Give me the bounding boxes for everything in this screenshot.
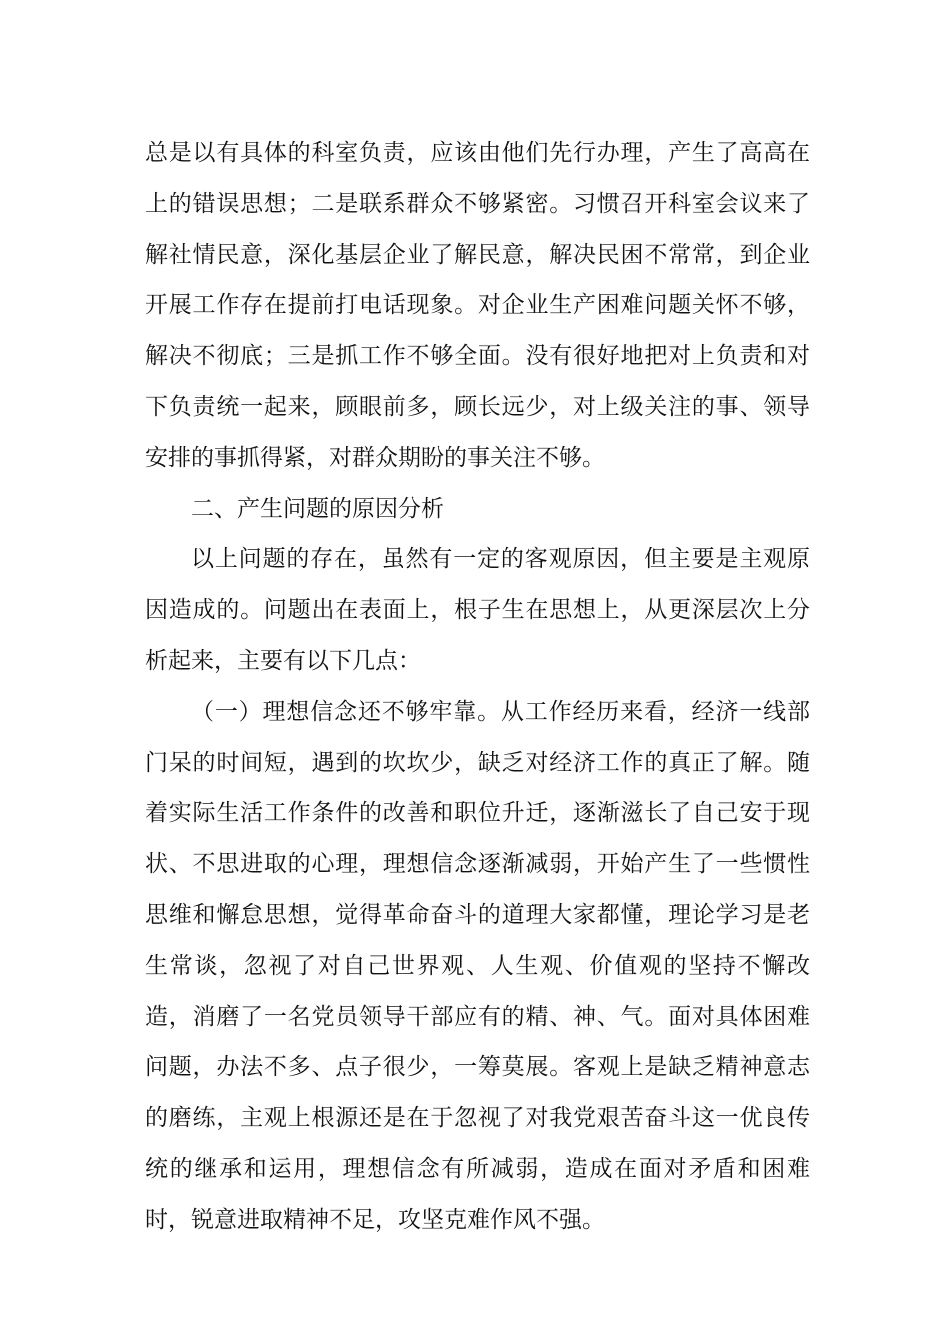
document-body <box>145 128 810 1246</box>
paragraph-continuation: 总是以有具体的科室负责，应该由他们先行办理，产生了高高在上的错误思想；二是联系群众不够紧密。习惯召开科室会议来了解社情民意，深化基层企业了解民意，解决民困不常常，到企业开展工作存在提前打电话现象。对企业生产困难问题关怀不够，解决不彻底；三是抓工作不够全面。没有很好地把对上负责和对下负责统一起来，顾眼前多，顾长远少，对上级关注的事、领导安排的事抓得紧，对群众期盼的事关注不够。 <box>145 140 810 471</box>
paragraph-point-1: （一）理想信念还不够牢靠。从工作经历来看，经济一线部门呆的时间短，遇到的坎坎少，缺乏对经济工作的真正了解。随着实际生活工作条件的改善和职位升迁，逐渐滋长了自己安于现状、不思进取的心理，理想信念逐渐减弱，开始产生了一些惯性思维和懈怠思想，觉得革命奋斗的道理大家都懂，理论学习是老生常谈，忽视了对自己世界观、人生观、价值观的坚持不懈改造，消磨了一名党员领导干部应有的精、神、气。面对具体困难问题，办法不多、点子很少，一筹莫展。客观上是缺乏精神意志的磨练，主观上根源还是在于忽视了对我党艰苦奋斗这一优良传统的继承和运用，理想信念有所减弱，造成在面对矛盾和困难时，锐意进取精神不足，攻坚克难作风不强。 <box>145 698 810 1233</box>
paragraph-intro: 以上问题的存在，虽然有一定的客观原因，但主要是主观原因造成的。问题出在表面上，根子生在思想上，从更深层次上分析起来，主要有以下几点： <box>145 546 810 674</box>
section-heading: 二、产生问题的原因分析 <box>191 495 444 522</box>
